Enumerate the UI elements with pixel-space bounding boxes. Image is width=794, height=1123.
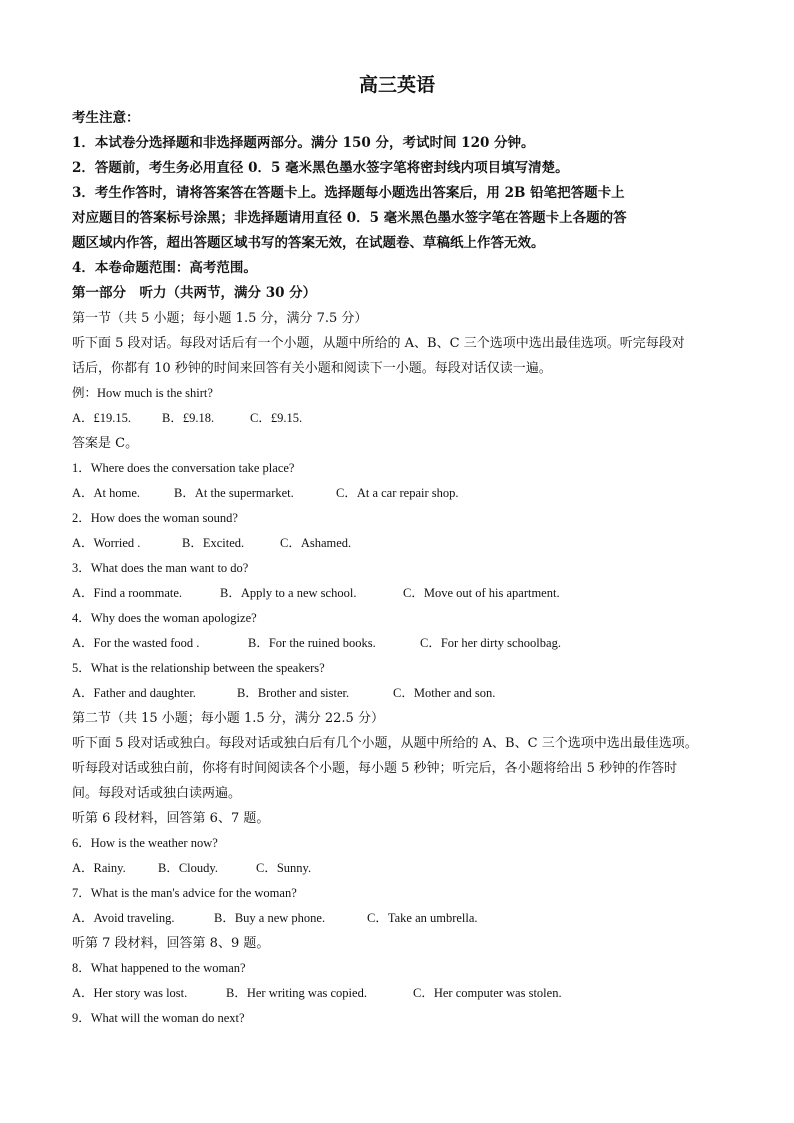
section1-instructions: 话后，你都有 10 秒钟的时间来回答有关小题和阅读下一小题。每段对话仅读一遍。 bbox=[72, 361, 552, 376]
option-a: A．Rainy. bbox=[72, 861, 126, 875]
section2-instructions: 间。每段对话或独白读两遍。 bbox=[72, 786, 242, 801]
question-8: 8．What happened to the woman? bbox=[72, 961, 246, 975]
option-a: A．At home. bbox=[72, 486, 141, 500]
notice-item: 对应题目的答案标号涂黑；非选择题请用直径 0．5 毫米黑色墨水签字笔在答题卡上各题的答 bbox=[72, 210, 627, 226]
section1-heading: 第一节（共 5 小题；每小题 1.5 分，满分 7.5 分） bbox=[72, 311, 368, 326]
notice-item: 4．本卷命题范围：高考范围。 bbox=[72, 260, 257, 276]
option-a: A．Worried . bbox=[72, 536, 141, 550]
question-3-options bbox=[72, 581, 722, 606]
question-4-options bbox=[72, 631, 722, 656]
notice-heading: 考生注意： bbox=[72, 110, 140, 126]
question-9: 9．What will the woman do next? bbox=[72, 1011, 245, 1025]
question-6: 6．How is the weather now? bbox=[72, 836, 218, 850]
notice-item: 3．考生作答时，请将答案答在答题卡上。选择题每小题选出答案后，用 2B 铅笔把答题卡上 bbox=[72, 185, 625, 201]
question-2-options bbox=[72, 531, 722, 556]
option-a: A．Father and daughter. bbox=[72, 686, 196, 700]
question-5: 5．What is the relationship between the speakers? bbox=[72, 661, 325, 675]
option-a: A．For the wasted food . bbox=[72, 636, 200, 650]
notice-item: 1．本试卷分选择题和非选择题两部分。满分 150 分，考试时间 120 分钟。 bbox=[72, 135, 535, 151]
option-c: C．Her computer was stolen. bbox=[413, 986, 562, 1000]
example-answer: 答案是 C。 bbox=[72, 436, 139, 451]
question-1-options bbox=[72, 481, 722, 506]
option-a: A．Her story was lost. bbox=[72, 986, 188, 1000]
option-c: C．At a car repair shop. bbox=[336, 486, 459, 500]
notice-item: 题区域内作答，超出答题区域书写的答案无效，在试题卷、草稿纸上作答无效。 bbox=[72, 235, 545, 251]
section1-instructions: 听下面 5 段对话。每段对话后有一个小题，从题中所给的 A、B、C 三个选项中选出最佳选项。听完每段对 bbox=[72, 336, 685, 351]
option-a: A．£19.15. bbox=[72, 411, 132, 425]
option-b: B．Apply to a new school. bbox=[220, 586, 357, 600]
question-2: 2．How does the woman sound? bbox=[72, 511, 238, 525]
option-c: C．Take an umbrella. bbox=[367, 911, 478, 925]
option-c: C．Sunny. bbox=[256, 861, 312, 875]
example-options bbox=[72, 406, 722, 431]
example-question: 例：How much is the shirt? bbox=[72, 386, 213, 400]
option-b: B．At the supermarket. bbox=[174, 486, 294, 500]
option-b: B．Buy a new phone. bbox=[214, 911, 326, 925]
option-c: C．For her dirty schoolbag. bbox=[420, 636, 561, 650]
section2-instructions: 听每段对话或独白前，你将有时间阅读各个小题，每小题 5 秒钟；听完后，各小题将给出 5 秒钟的作答时 bbox=[72, 761, 678, 776]
option-b: B．Excited. bbox=[182, 536, 245, 550]
option-a: A．Avoid traveling. bbox=[72, 911, 175, 925]
question-1: 1．Where does the conversation take place? bbox=[72, 461, 295, 475]
option-c: C．Ashamed. bbox=[280, 536, 352, 550]
material-6-label: 听第 6 段材料，回答第 6、7 题。 bbox=[72, 811, 270, 826]
option-c: C．Move out of his apartment. bbox=[403, 586, 560, 600]
question-8-options bbox=[72, 981, 722, 1006]
option-b: B．Brother and sister. bbox=[237, 686, 350, 700]
page-title: 高三英语 bbox=[358, 74, 435, 96]
part1-heading: 第一部分 听力（共两节，满分 30 分） bbox=[72, 285, 317, 301]
notice-item: 2．答题前，考生务必用直径 0．5 毫米黑色墨水签字笔将密封线内项目填写清楚。 bbox=[72, 160, 569, 176]
question-5-options bbox=[72, 681, 722, 706]
question-3: 3．What does the man want to do? bbox=[72, 561, 249, 575]
option-b: B．£9.18. bbox=[162, 411, 215, 425]
question-6-options bbox=[72, 856, 722, 881]
option-b: B．For the ruined books. bbox=[248, 636, 376, 650]
option-a: A．Find a roommate. bbox=[72, 586, 183, 600]
option-c: C．£9.15. bbox=[250, 411, 303, 425]
section2-heading: 第二节（共 15 小题；每小题 1.5 分，满分 22.5 分） bbox=[72, 711, 384, 726]
section2-instructions: 听下面 5 段对话或独白。每段对话或独白后有几个小题，从题中所给的 A、B、C 三个选项中选出最佳选项。 bbox=[72, 736, 698, 751]
question-4: 4．Why does the woman apologize? bbox=[72, 611, 257, 625]
option-b: B．Cloudy. bbox=[158, 861, 218, 875]
question-7: 7．What is the man's advice for the woman? bbox=[72, 886, 297, 900]
option-b: B．Her writing was copied. bbox=[226, 986, 367, 1000]
option-c: C．Mother and son. bbox=[393, 686, 496, 700]
material-7-label: 听第 7 段材料，回答第 8、9 题。 bbox=[72, 936, 270, 951]
question-7-options bbox=[72, 906, 722, 931]
